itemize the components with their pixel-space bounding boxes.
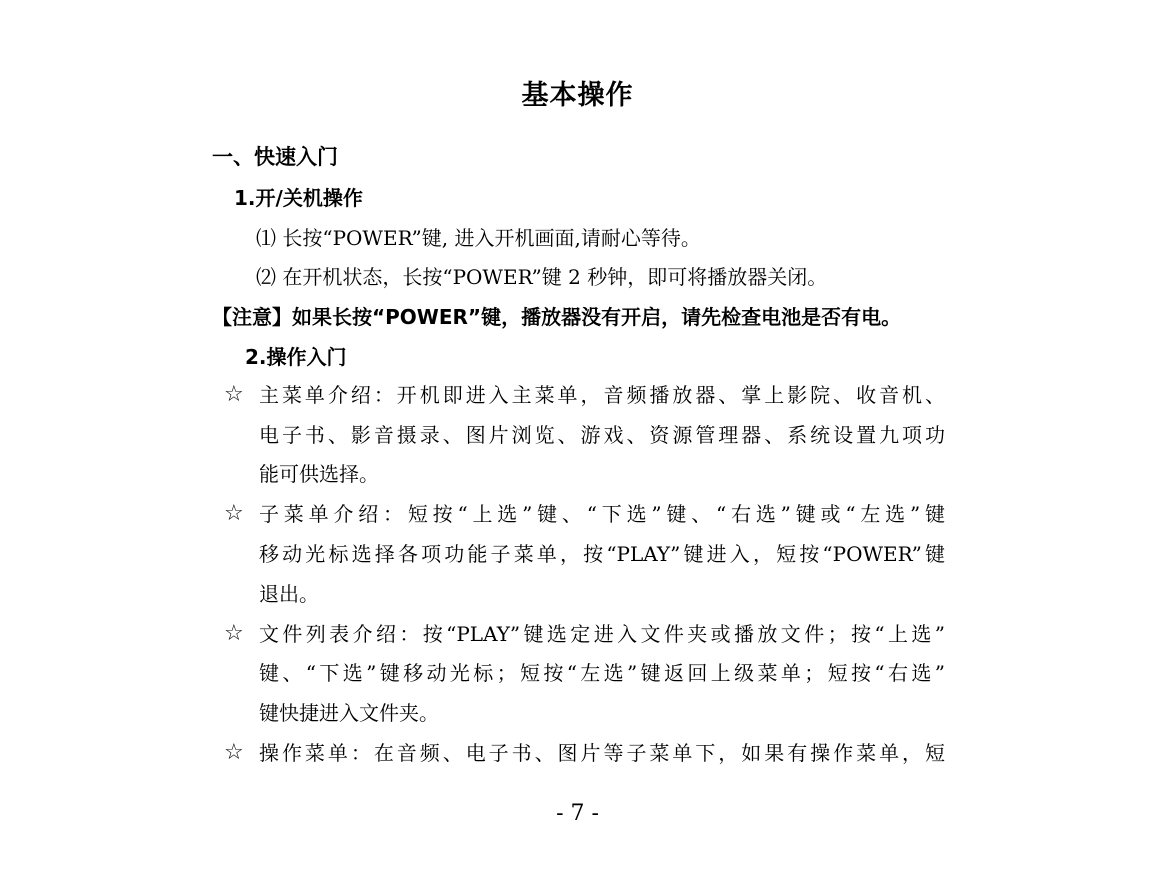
bullet-submenu-line: 移动光标选择各项功能子菜单，按“PLAY”键进入，短按“POWER”键 (259, 542, 945, 566)
bullet-operation-menu-line: 操作菜单：在音频、电子书、图片等子菜单下，如果有操作菜单，短 (259, 741, 945, 765)
bullet-main-menu-line: 主菜单介绍：开机即进入主菜单，音频播放器、掌上影院、收音机、 (259, 383, 945, 407)
star-icon: ☆ (224, 382, 244, 407)
bullet-submenu-line: 退出。 (259, 582, 319, 606)
page-title: 基本操作 (521, 80, 634, 111)
star-icon: ☆ (224, 501, 244, 526)
power-on-instruction: ⑴ 长按“POWER”键, 进入开机画面,请耐心等待。 (256, 226, 701, 250)
bullet-file-list-line: 键快捷进入文件夹。 (259, 701, 439, 725)
bullet-file-list-line: 键、“下选”键移动光标；短按“左选”键返回上级菜单；短按“右选” (259, 661, 945, 685)
subsection-heading-operation: 2.操作入门 (245, 345, 347, 369)
bullet-main-menu-line: 电子书、影音摄录、图片浏览、游戏、资源管理器、系统设置九项功 (259, 423, 945, 447)
power-off-instruction: ⑵ 在开机状态，长按“POWER”键 2 秒钟，即可将播放器关闭。 (256, 265, 828, 289)
bullet-submenu-line: 子菜单介绍：短按“上选”键、“下选”键、“右选”键或“左选”键 (259, 502, 945, 526)
subsection-heading-power: 1.开/关机操作 (234, 186, 363, 210)
bullet-file-list-line: 文件列表介绍：按“PLAY”键选定进入文件夹或播放文件；按“上选” (259, 622, 945, 646)
bullet-main-menu-line: 能可供选择。 (259, 462, 379, 486)
star-icon: ☆ (224, 621, 244, 646)
star-icon: ☆ (224, 740, 244, 765)
section-heading: 一、快速入门 (212, 145, 338, 169)
page-number: - 7 - (556, 801, 599, 826)
attention-note: 【注意】如果长按“POWER”键，播放器没有开启，请先检查电池是否有电。 (212, 305, 902, 329)
